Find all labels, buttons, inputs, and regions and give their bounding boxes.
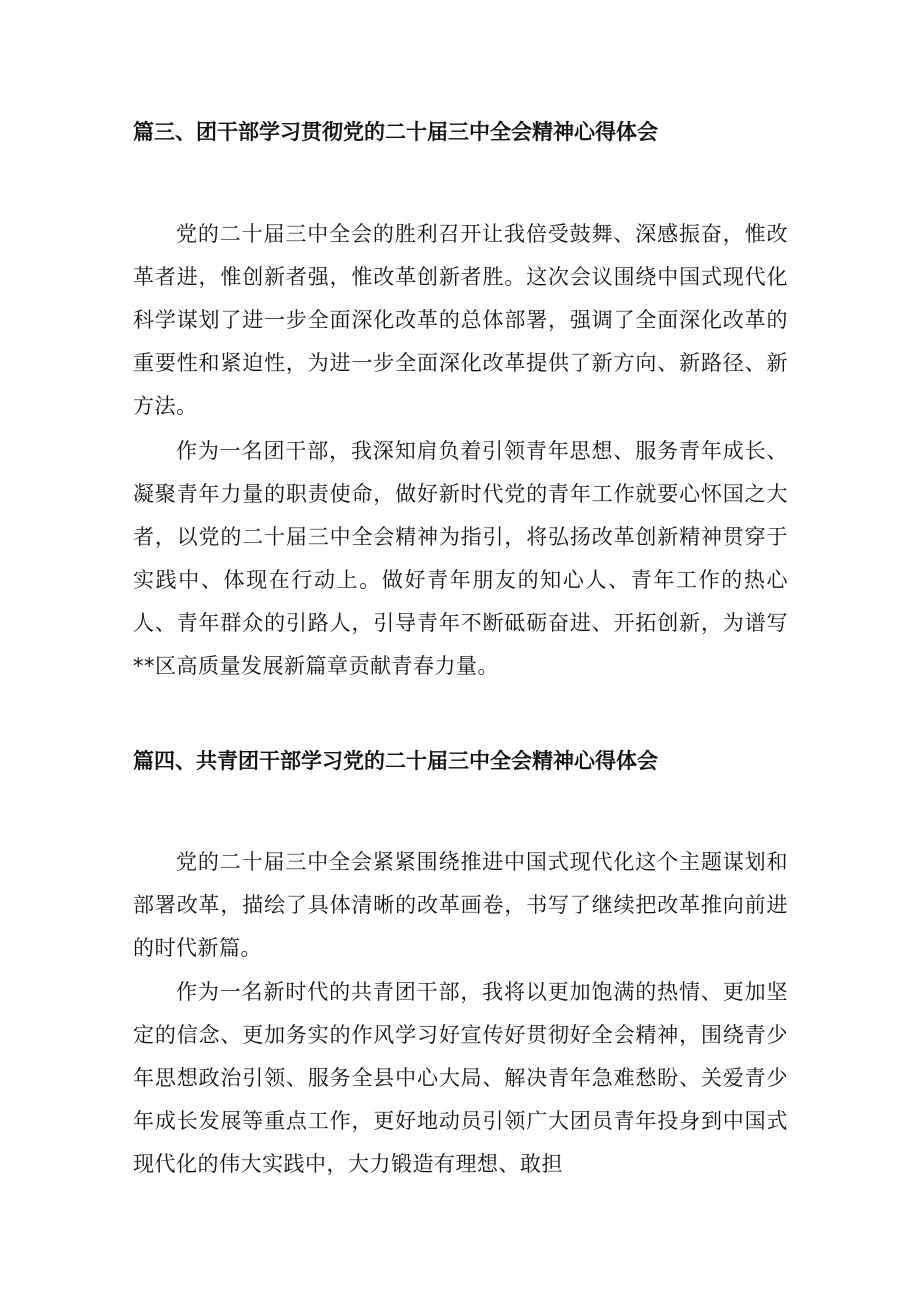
section-three-title: 篇三、团干部学习贯彻党的二十届三中全会精神心得体会 xyxy=(133,120,658,144)
section-four-paragraph-2: 作为一名新时代的共青团干部，我将以更加饱满的热情、更加坚定的信念、更加务实的作风学习好宣传好贯彻好全会精神，围绕青少年思想政治引领、服务全县中心大局、解决青年急难愁盼、关爱青少年成长发展等重点工作，更好地动员引领广大团员青年投身到中国式现代化的伟大实践中，大力锻造有理想、敢担 xyxy=(133,980,788,1176)
section-three-paragraph-2: 作为一名团干部，我深知肩负着引领青年思想、服务青年成长、凝聚青年力量的职责使命，做好新时代党的青年工作就要心怀国之大者，以党的二十届三中全会精神为指引，将弘扬改革创新精神贯穿于实践中、体现在行动上。做好青年朋友的知心人、青年工作的热心人、青年群众的引路人，引导青年不断砥砺奋进、开拓创新，为谱写**区高质量发展新篇章贡献青春力量。 xyxy=(133,439,788,678)
section-four-paragraph-1: 党的二十届三中全会紧紧围绕推进中国式现代化这个主题谋划和部署改革，描绘了具体清晰的改革画卷，书写了继续把改革推向前进的时代新篇。 xyxy=(133,850,788,960)
section-four-title: 篇四、共青团干部学习党的二十届三中全会精神心得体会 xyxy=(133,749,658,773)
section-three-paragraph-1: 党的二十届三中全会的胜利召开让我倍受鼓舞、深感振奋，惟改革者进，惟创新者强，惟改革创新者胜。这次会议围绕中国式现代化科学谋划了进一步全面深化改革的总体部署，强调了全面深化改革的重要性和紧迫性，为进一步全面深化改革提供了新方向、新路径、新方法。 xyxy=(133,222,788,418)
